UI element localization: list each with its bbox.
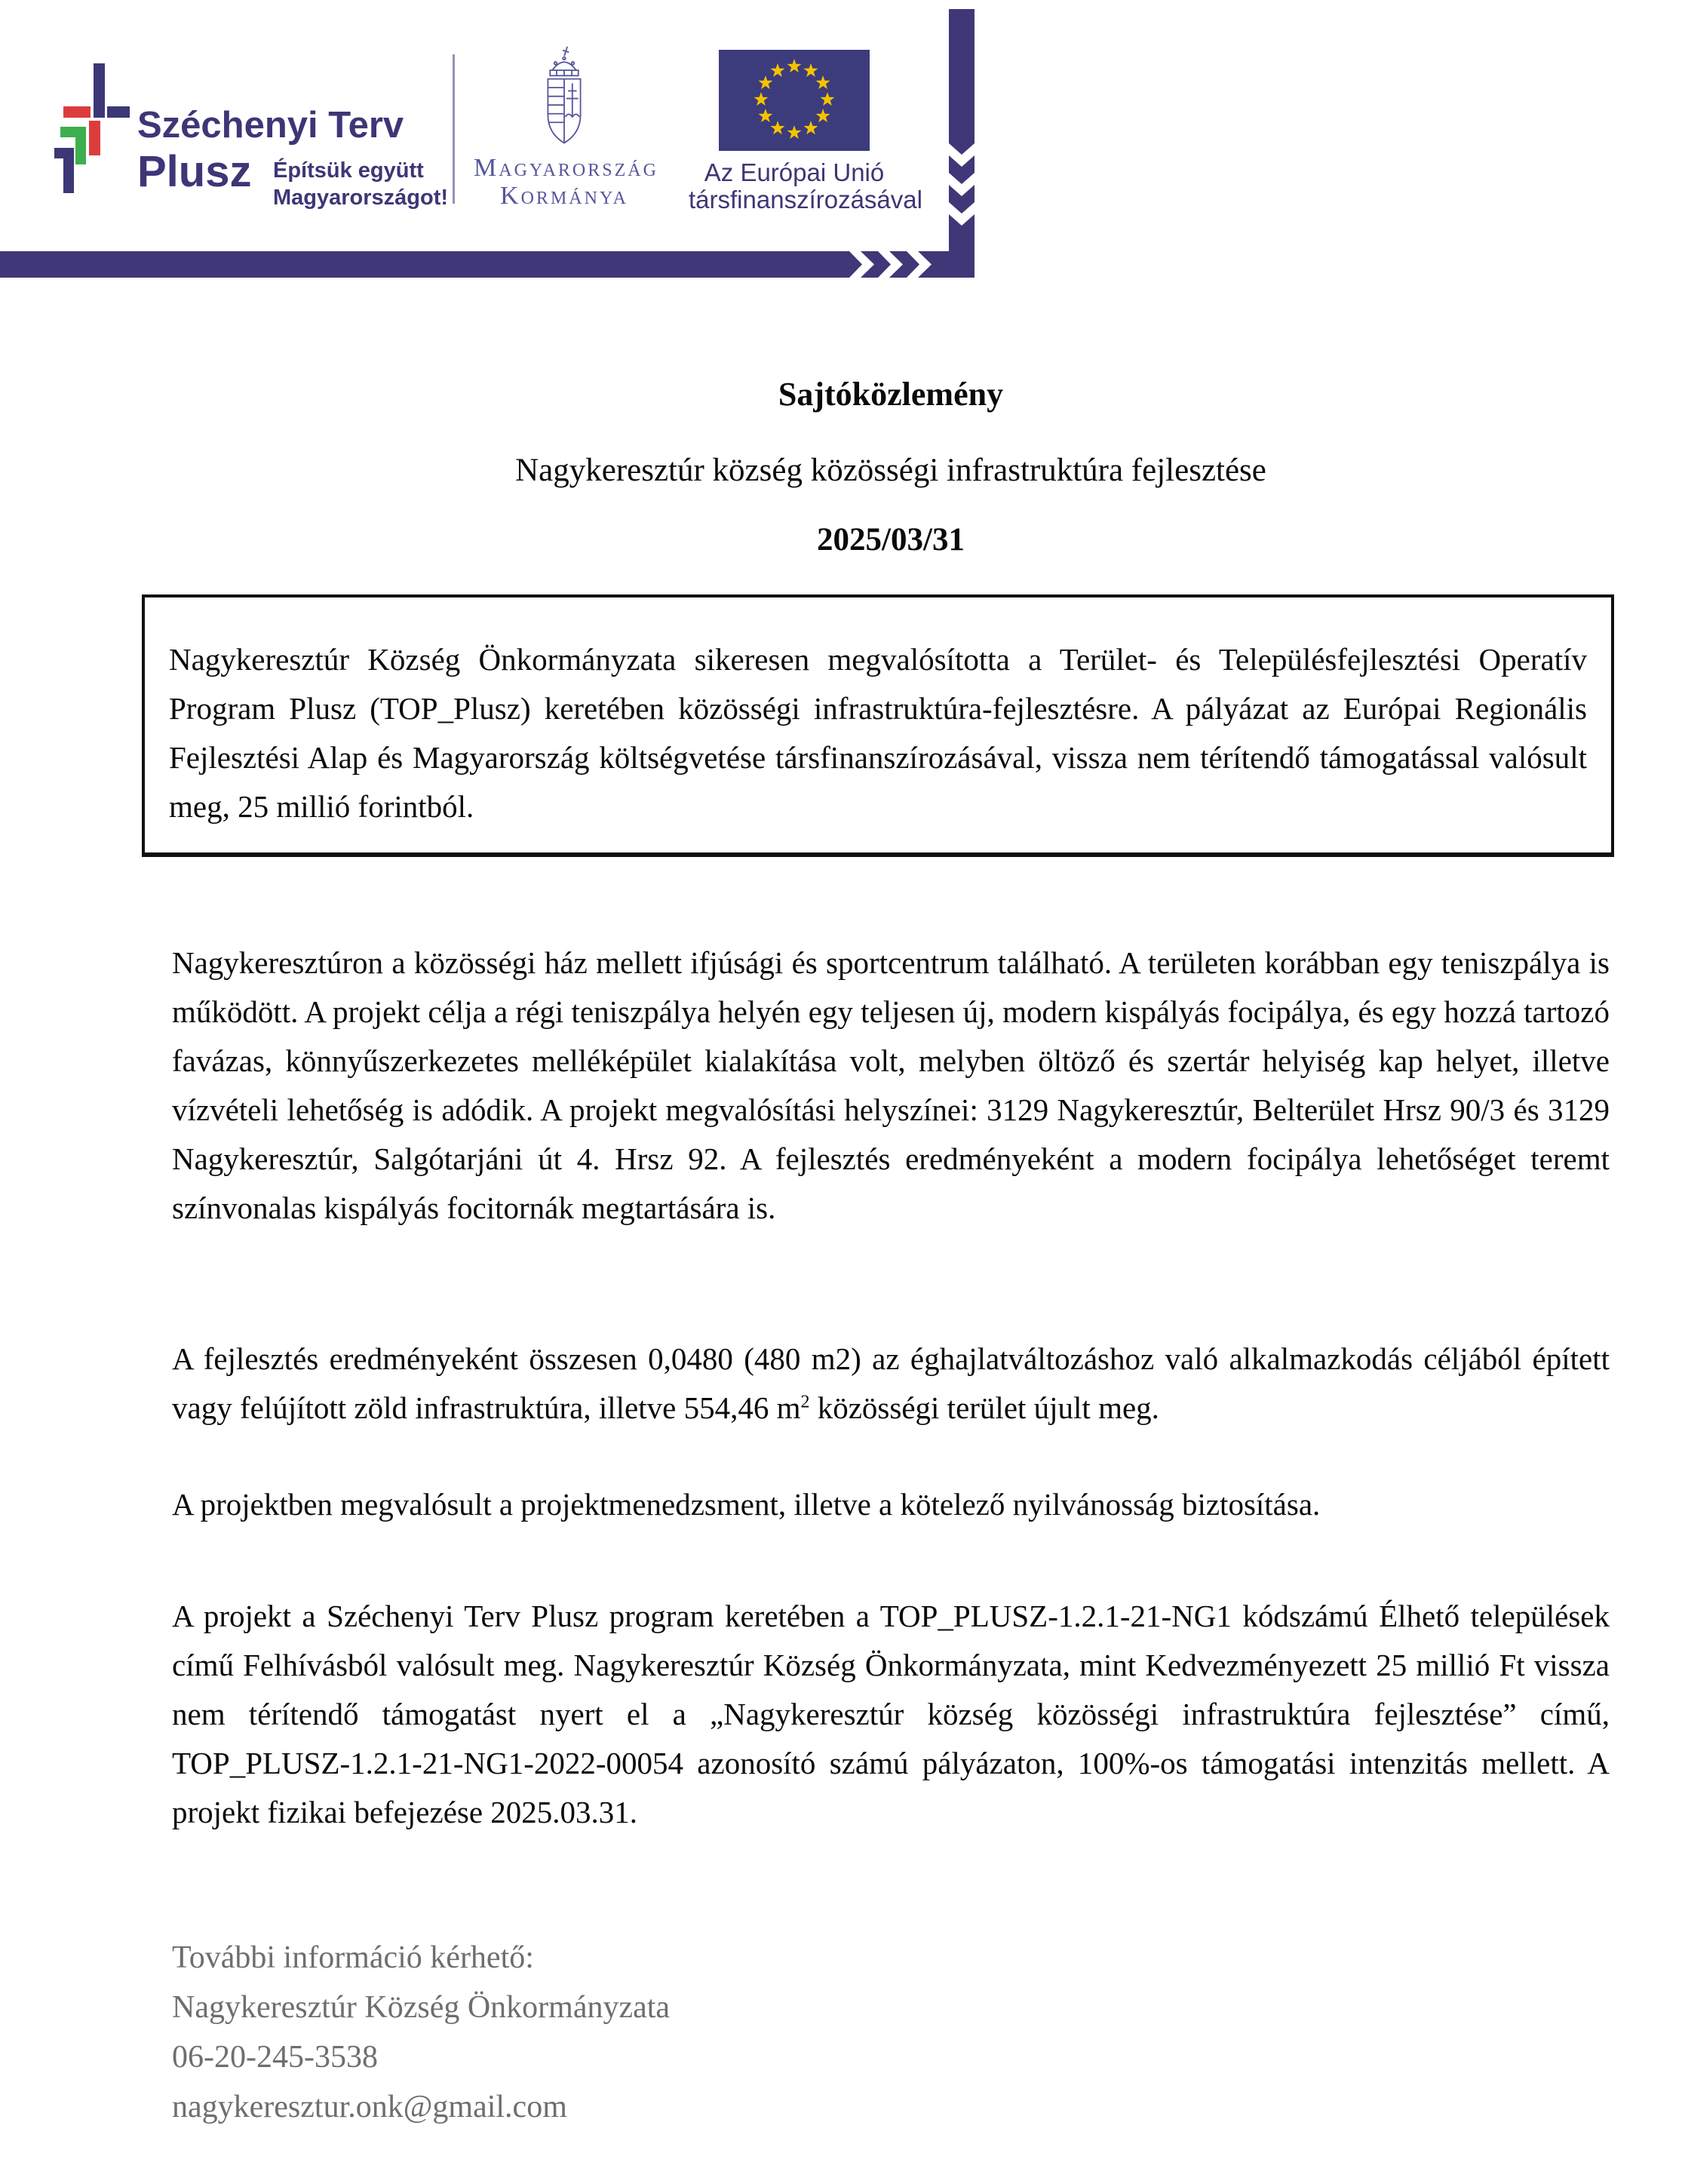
header — [0, 0, 1682, 279]
szechenyi-terv-plusz-logo — [53, 60, 449, 211]
contact-more-info-label: További információ kérhető: — [172, 1940, 534, 1975]
szechenyi-brand-line2: Plusz — [137, 147, 252, 196]
hungary-coat-of-arms-icon — [526, 45, 602, 154]
lead-summary-box — [142, 594, 1614, 857]
paragraph-development-results — [172, 1335, 1610, 1433]
contact-organization: Nagykeresztúr Község Önkormányzata — [172, 1990, 671, 2025]
eu-cofinancing-logo — [689, 50, 922, 213]
chevrons-right-icon — [849, 251, 934, 278]
lead-summary-text: Nagykeresztúr Község Önkormányzata sikeresen megvalósította a Terület- és Településfejlesztési Operatív Program Plusz (TOP_Plusz) keretében közösségi infrastruktúra-fejlesztésre. A pályázat az Európai Regionális Fejlesztési Alap és Magyarország költségvetése társfinanszírozásával, vissza nem térítendő támogatással valósult meg, 25 millió forintból. — [169, 642, 1587, 824]
contact-email: nagykeresztur.onk@gmail.com — [172, 2090, 567, 2124]
szechenyi-tagline-line1: Építsük együtt — [273, 158, 424, 183]
eu-text-line1: Az Európai Unió — [704, 158, 885, 186]
szechenyi-tagline-line2: Magyarországot! — [273, 186, 449, 210]
decoration-vertical-bar — [949, 9, 975, 278]
contact-phone: 06-20-245-3538 — [172, 2040, 378, 2075]
paragraph-project-description: Nagykeresztúron a közösségi ház mellett ifjúsági és sportcentrum található. A területen korábban egy teniszpálya is működött. A projekt célja a régi teniszpálya helyén egy teljesen új, modern kispályás focipálya, és egy hozzá tartozó favázas, könnyűszerkezetes melléképület kialakítása volt, melyben öltöző és szertár helyiség kap helyet, illetve vízvételi lehetőség is adódik. A projekt megvalósítási helyszínei: 3129 Nagykeresztúr, Belterület Hrsz 90/3 és 3129 Nagykeresztúr, Salgótarjáni út 4. Hrsz 92. A fejlesztés eredményeként a modern focipálya lehetőséget teremt színvonalas kispályás focitornák megtartására is. — [172, 945, 1610, 1225]
results-text-before-superscript: A fejlesztés eredményeként összesen 0,0480 (480 m2) az éghajlatváltozáshoz való alkalmazkodás céljából épített vagy felújított zöld infrastruktúra, illetve 554,46 m — [172, 1341, 1610, 1425]
szechenyi-logo-mark-icon — [54, 63, 130, 195]
square-meter-superscript: 2 — [800, 1392, 810, 1412]
document-type-title: Sajtóközlemény — [778, 376, 1004, 413]
paragraph-project-management: A projektben megvalósult a projektmenedzsment, illetve a kötelező nyilvánosság biztosítása. — [172, 1487, 1321, 1522]
paragraph-grant-details: A projekt a Széchenyi Terv Plusz program keretében a TOP_PLUSZ-1.2.1-21-NG1 kódszámú Élhető települések című Felhívásból valósult meg. Nagykeresztúr Község Önkormányzata, mint Kedvezményezett 25 millió Ft vissza nem térítendő támogatást nyert el a „Nagykeresztúr község közösségi infrastruktúra fejlesztése” című, TOP_PLUSZ-1.2.1-21-NG1-2022-00054 azonosító számú pályázaton, 100%-os támogatási intenzitás mellett. A projekt fizikai befejezése 2025.03.31. — [172, 1599, 1610, 1829]
hungary-government-logo — [474, 45, 658, 219]
eu-flag-icon — [719, 50, 870, 151]
eu-text-line2: társfinanszírozásával — [689, 186, 922, 213]
chevrons-down-icon — [949, 143, 975, 226]
government-name-line2: Kormánya — [500, 182, 628, 210]
decoration-banner-bar — [0, 251, 975, 278]
header-divider — [453, 54, 455, 204]
szechenyi-brand-line1: Széchenyi Terv — [137, 105, 404, 146]
document-date: 2025/03/31 — [817, 522, 965, 558]
project-title: Nagykeresztúr község közösségi infrastruktúra fejlesztése — [515, 453, 1266, 488]
contact-info — [172, 1933, 1610, 2132]
results-text-after-superscript: közösségi terület újult meg. — [809, 1390, 1159, 1425]
government-name-line1: Magyarország — [474, 154, 658, 182]
